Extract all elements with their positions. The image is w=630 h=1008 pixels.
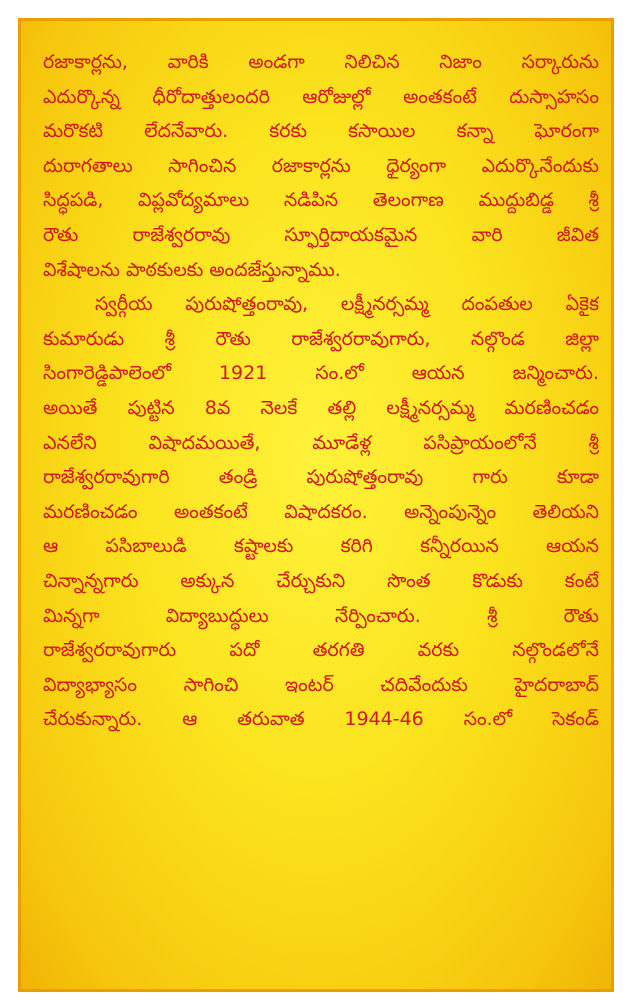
text-line: స్వర్గీయ పురుషోత్తంరావు, లక్ష్మీనర్సమ్మ దంపతుల ఏకైక xyxy=(95,293,599,316)
text-line: సింగారెడ్డిపాలెంలో 1921 సం.లో ఆయన జన్మించారు. xyxy=(43,362,599,385)
text-line: రాజేశ్వరరావుగారు పదో తరగతి వరకు నల్గొండలోనే xyxy=(43,639,599,662)
text-line: మరణించడం అంతకంటే విషాదకరం. అన్నెంపున్నెం తెలియని xyxy=(43,500,599,523)
text-line: మిన్నగా విద్యాబుద్ధులు నేర్పించారు. శ్రీ రౌతు xyxy=(43,604,599,627)
text-line: ఆ పసిబాలుడి కష్టాలకు కరిగి కన్నీరయిన ఆయన xyxy=(43,535,599,558)
text-line: కుమారుడు శ్రీ రౌతు రాజేశ్వరరావుగారు, నల్గొండ జిల్లా xyxy=(43,327,599,350)
text-line: రౌతు రాజేశ్వరరావు స్ఫూర్తిదాయకమైన వారి జీవిత xyxy=(43,223,599,246)
text-line: సిద్ధపడి, విప్లవోద్యమాలు నడిపిన తెలంగాణ ముద్దుబిడ్డ శ్రీ xyxy=(43,189,599,212)
article-panel xyxy=(18,18,614,992)
text-line: ఎదుర్కొన్న ధీరోదాత్తులందరి ఆరోజుల్లో అంతకంటే దుస్సాహసం xyxy=(43,85,599,108)
text-line: రాజేశ్వరరావుగారి తండ్రి పురుషోత్తంరావు గారు కూడా xyxy=(43,466,599,489)
text-line: రజాకార్లను, వారికి అండగా నిలిచిన నిజాం సర్కారును xyxy=(43,51,599,73)
text-line: చిన్నాన్నగారు అక్కున చేర్చుకుని సొంత కొడుకు కంటే xyxy=(43,569,599,592)
text-line: అయితే పుట్టిన 8వ నెలకే తల్లి లక్ష్మీనర్సమ్మ మరణించడం xyxy=(43,396,599,419)
text-line: విశేషాలను పాఠకులకు అందజేస్తున్నాము. xyxy=(43,258,341,281)
paragraph-biography xyxy=(43,287,599,737)
article-text xyxy=(43,45,599,737)
text-line: చేరుకున్నారు. ఆ తరువాత 1944-46 సం.లో సెకండ్ xyxy=(43,708,599,731)
text-line: ఎనలేని విషాదమయితే, మూడేళ్ల పసిప్రాయంలోనే శ్రీ xyxy=(43,431,599,454)
text-line: దురాగతాలు సాగించిన రజాకార్లను ధైర్యంగా ఎదుర్కొనేందుకు xyxy=(43,154,599,177)
text-line: మరొకటి లేదనేవారు. కరకు కసాయిల కన్నా ఘోరంగా xyxy=(43,120,599,143)
paragraph-intro xyxy=(43,45,599,287)
text-line: విద్యాభ్యాసం సాగించి ఇంటర్ చదివేందుకు హైదరాబాద్ xyxy=(43,673,599,696)
